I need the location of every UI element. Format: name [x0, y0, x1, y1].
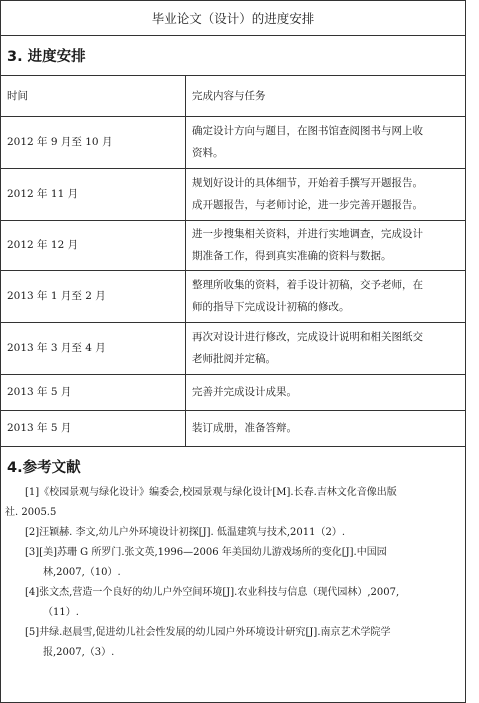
document-title: 毕业论文（设计）的进度安排 [1, 0, 465, 36]
row-task-line: 确定设计方向与题目，在图书馆查阅图书与网上收 [192, 125, 423, 137]
table-header-row [1, 76, 465, 116]
row-time: 2013 年 3 月至 4 月 [1, 322, 186, 374]
column-header-task: 完成内容与任务 [186, 76, 466, 116]
row-time: 2013 年 5 月 [1, 410, 186, 446]
row-task [186, 270, 466, 322]
row-task-line: 成开题报告，与老师讨论，进一步完善开题报告。 [192, 199, 423, 211]
schedule-table [1, 76, 465, 447]
row-task [186, 168, 466, 220]
row-time: 2012 年 12 月 [1, 220, 186, 270]
table-row [1, 116, 465, 168]
reference-item [1, 523, 465, 543]
row-task-line: 资料。 [192, 147, 224, 159]
references-heading: 4.参考文献 [7, 459, 81, 476]
row-task [186, 410, 466, 446]
reference-text-continued: 报,2007,（3）. [43, 646, 115, 658]
row-task-line: 期准备工作，得到真实准确的资料与数据。 [192, 250, 392, 262]
row-time: 2012 年 9 月至 10 月 [1, 116, 186, 168]
row-task-line: 整理所收集的资料，着手设计初稿，交予老师，在 [192, 279, 423, 291]
row-task-line: 完善并完成设计成果。 [192, 386, 297, 398]
row-task-line: 装订成册，准备答辩。 [192, 422, 297, 434]
row-task-line: 规划好设计的具体细节，开始着手撰写开题报告。 [192, 177, 423, 189]
references-section [1, 447, 465, 663]
row-task [186, 322, 466, 374]
reference-text: [2]汪颖赫. 李文,幼儿户外环境设计初探[J]. 低温建筑与技术,2011（2）. [25, 526, 346, 538]
row-task [186, 116, 466, 168]
row-task [186, 374, 466, 410]
row-task-line: 老师批阅并定稿。 [192, 353, 276, 365]
reference-text: [3][美]苏珊 G 所罗门.张文英,1996—2006 年美国幼儿游戏场所的变化[J].中国园 [25, 546, 387, 558]
reference-item [1, 483, 465, 523]
row-task-line: 再次对设计进行修改，完成设计说明和相关图纸交 [192, 331, 423, 343]
table-row [1, 220, 465, 270]
reference-text-continued: （11）. [43, 606, 79, 618]
reference-item [1, 623, 465, 663]
reference-item [1, 543, 465, 583]
reference-item [1, 583, 465, 623]
reference-text-continued: 社. 2005.5 [5, 506, 57, 518]
table-row [1, 270, 465, 322]
row-task [186, 220, 466, 270]
reference-text-continued: 林,2007,（10）. [43, 566, 121, 578]
table-row [1, 410, 465, 446]
row-task-line: 进一步搜集相关资料，并进行实地调查，完成设计 [192, 228, 423, 240]
reference-text: [4]张文杰,营造一个良好的幼儿户外空间环境[J].农业科技与信息（现代园林）,2007, [25, 586, 400, 598]
table-row [1, 168, 465, 220]
table-row [1, 374, 465, 410]
row-task-line: 师的指导下完成设计初稿的修改。 [192, 301, 350, 313]
table-row [1, 322, 465, 374]
reference-text: [1]《校园景观与绿化设计》编委会,校园景观与绿化设计[M].长春.吉林文化音像出版 [25, 486, 397, 498]
schedule-section-title: 3. 进度安排 [1, 36, 465, 76]
row-time: 2013 年 5 月 [1, 374, 186, 410]
row-time: 2012 年 11 月 [1, 168, 186, 220]
row-time: 2013 年 1 月至 2 月 [1, 270, 186, 322]
column-header-time: 时间 [1, 76, 186, 116]
reference-text: [5]井绿.赵晨雪,促进幼儿社会性发展的幼儿园户外环境设计研究[J].南京艺术学院学 [25, 626, 391, 638]
